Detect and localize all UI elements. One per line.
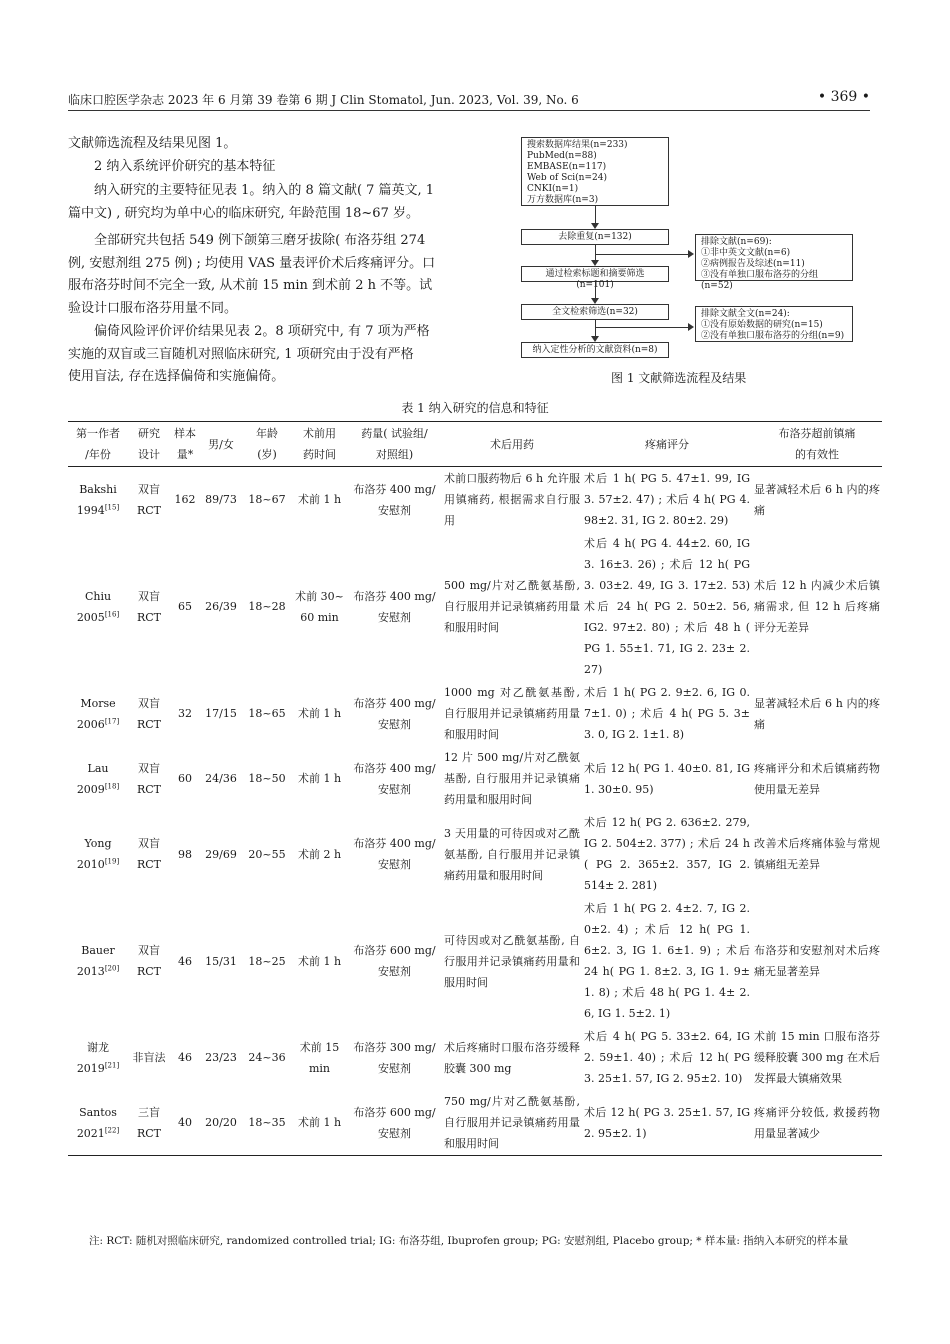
header-text: (岁) xyxy=(257,448,277,461)
design-text: 非盲法 xyxy=(132,1051,166,1064)
cell-pain: 术后 1 h( PG 5. 47±1. 99, IG 3. 57±2. 47) ; 术后 4 h( PG 4. 98±2. 31, IG 2. 80±2. 29) xyxy=(584,472,750,527)
cell-efficacy: 改善术后疼痛体验与常规镇痛组无差异 xyxy=(754,837,880,871)
section-heading: 2 纳入系统评价研究的基本特征 xyxy=(94,159,276,174)
header-dose xyxy=(347,422,442,467)
box-line: 万方数据库(n=3) xyxy=(527,195,599,205)
cell-sample: 32 xyxy=(178,707,192,720)
cell-author xyxy=(68,681,128,746)
cell-dose xyxy=(347,811,442,897)
pub-year: 1994 xyxy=(76,503,105,517)
cell-efficacy: 显著减轻术后 6 h 内的疼痛 xyxy=(754,482,880,517)
header-text: 量* xyxy=(176,448,194,461)
cell-sample: 60 xyxy=(178,772,192,785)
table-header-row xyxy=(68,422,882,467)
author-name: Morse xyxy=(80,696,116,710)
header-efficacy xyxy=(752,422,882,467)
exclusion-box-1 xyxy=(695,234,853,291)
cell-design xyxy=(128,1025,170,1090)
dose-text: 布洛芬 600 mg/ xyxy=(353,944,436,957)
table-row xyxy=(68,746,882,811)
arrow-right-icon xyxy=(688,323,694,331)
citation-ref: [16] xyxy=(104,609,120,618)
design-text: 双盲 xyxy=(138,837,160,850)
table-row xyxy=(68,1090,882,1156)
cell-pre-time: 术前 15 min xyxy=(299,1040,340,1075)
text-line: 使用盲法, 存在选择偏倚和实施偏倚。 xyxy=(68,369,285,384)
cell-pre-time: 术前 1 h xyxy=(297,1116,342,1129)
table-row xyxy=(68,681,882,746)
cell-sex: 29/69 xyxy=(205,847,237,861)
cell-age: 24~36 xyxy=(248,1051,286,1064)
text-line: 全部研究共包括 549 例下颌第三磨牙拔除( 布洛芬组 274 xyxy=(94,233,426,248)
design-text: 双盲 xyxy=(138,696,160,710)
exclusion-box-2 xyxy=(695,306,853,342)
design-text: RCT xyxy=(136,503,162,517)
dose-text: 布洛芬 400 mg/ xyxy=(353,837,436,850)
dose-text: 布洛芬 300 mg/ xyxy=(353,1040,436,1054)
cell-post-med: 1000 mg 对乙酰氨基酚, 自行服用并记录镇痛药用量和服用时间 xyxy=(444,686,580,741)
title-abstract-screen-box: 通过检索标题和摘要筛选(n=101) xyxy=(521,266,669,282)
design-text: 双盲 xyxy=(138,761,160,775)
cell-pre-time: 术前 1 h xyxy=(297,707,342,720)
design-text: RCT xyxy=(136,965,162,978)
cell-pre-time: 术前 1 h xyxy=(297,954,342,968)
dose-text: 布洛芬 600 mg/ xyxy=(353,1105,436,1119)
box-line: CNKI(n=1) xyxy=(527,184,579,194)
cell-dose xyxy=(347,467,442,533)
box-line: PubMed(n=88) xyxy=(527,151,597,161)
cell-pre-time: 术前 2 h xyxy=(297,847,342,861)
author-name: Santos xyxy=(79,1105,117,1119)
cell-sample: 65 xyxy=(178,600,192,613)
cell-sex: 89/73 xyxy=(205,493,237,506)
table-row xyxy=(68,897,882,1025)
dose-text: 布洛芬 400 mg/ xyxy=(353,589,436,603)
box-line: ①非中英文文献(n=6) xyxy=(701,248,791,258)
header-text: 布洛芬超前镇痛 xyxy=(778,427,856,440)
cell-efficacy: 疼痛评分较低, 救援药物用量显著减少 xyxy=(754,1105,880,1140)
author-name: Chiu xyxy=(84,589,112,603)
cell-author xyxy=(68,532,128,681)
design-text: 双盲 xyxy=(138,944,160,957)
cell-dose xyxy=(347,746,442,811)
cell-pain: 术后 12 h( PG 1. 40±0. 81, IG 1. 30±0. 95) xyxy=(584,761,750,796)
cell-author xyxy=(68,1025,128,1090)
cell-post-med: 术后疼痛时口服布洛芬缓释胶囊 300 mg xyxy=(444,1040,580,1075)
cell-post-med: 3 天用量的可待因或对乙酰氨基酚, 自行服用并记录镇痛药用量和服用时间 xyxy=(444,826,580,882)
cell-sample: 162 xyxy=(174,493,196,506)
pub-year: 2009 xyxy=(76,782,105,796)
cell-sex: 15/31 xyxy=(205,954,237,968)
cell-post-med: 500 mg/片对乙酰氨基酚, 自行服用并记录镇痛药用量和服用时间 xyxy=(444,579,580,634)
header-text: 对照组) xyxy=(375,448,414,461)
design-text: RCT xyxy=(136,782,162,796)
search-results-box xyxy=(521,137,669,206)
table-row xyxy=(68,467,882,533)
header-sex: 男/女 xyxy=(208,437,234,451)
cell-pre-time: 术前 1 h xyxy=(297,493,342,506)
cell-author xyxy=(68,1090,128,1156)
dose-text: 安慰剂 xyxy=(378,717,411,731)
cell-design xyxy=(128,681,170,746)
dose-text: 布洛芬 400 mg/ xyxy=(353,696,436,710)
cell-pain: 术后 12 h( PG 2. 636±2. 279, IG 2. 504±2. 377) ; 术后 24 h ( PG 2. 365±2. 357, IG 2. 514± 2. 281) xyxy=(584,816,750,892)
text-line: 篇中文) , 研究均为单中心的临床研究, 年龄范围 18~67 岁。 xyxy=(68,205,419,221)
cell-pre-time: 术前 1 h xyxy=(297,772,342,785)
cell-post-med: 可待因或对乙酰氨基酚, 自行服用并记录镇痛药用量和服用时间 xyxy=(444,933,580,989)
figure-caption: 图 1 文献筛选流程及结果 xyxy=(611,371,747,385)
header-design xyxy=(128,422,170,467)
paragraph-figure-ref: 文献筛选流程及结果见图 1。 xyxy=(68,136,237,151)
cell-pre-time: 术前 30~ 60 min xyxy=(295,589,344,624)
included-studies-box: 纳入定性分析的文献资料(n=8) xyxy=(521,342,669,358)
cell-efficacy: 布洛芬和安慰剂对术后疼痛无显著差异 xyxy=(754,944,880,978)
cell-design xyxy=(128,897,170,1025)
text-line: 纳入研究的主要特征见表 1。纳入的 8 篇文献( 7 篇英文, 1 xyxy=(94,183,435,198)
citation-ref: [18] xyxy=(104,781,120,790)
cell-efficacy: 术后 12 h 内减少术后镇痛需求, 但 12 h 后疼痛评分无差异 xyxy=(754,579,880,634)
header-text: 术前用 xyxy=(303,427,336,440)
header-text: 研究 xyxy=(138,427,160,440)
cell-pain: 术后 4 h( PG 4. 44±2. 60, IG 3. 16±3. 26) ; 术后 12 h( PG 3. 03±2. 49, IG 3. 17±2. 53) 术后 24 h( PG 2. 50±2. 56, IG2. 97±2. 80) ; 术后 48 h ( PG 1. 55±1. 71, IG 2. 23± 2. 27) xyxy=(584,537,750,676)
author-name: Yong xyxy=(84,837,112,850)
pub-year: 2010 xyxy=(76,858,105,871)
header-text: 药量( 试验组/ xyxy=(361,427,428,440)
connector-line xyxy=(595,327,690,328)
author-name: Bauer xyxy=(81,944,115,957)
cell-sex: 17/15 xyxy=(205,707,237,720)
citation-ref: [21] xyxy=(104,1060,120,1069)
cell-sample: 40 xyxy=(178,1116,192,1129)
author-name: Bakshi xyxy=(79,482,117,496)
box-line: 排除文献全文(n=24): xyxy=(701,309,790,319)
cell-dose xyxy=(347,1025,442,1090)
citation-ref: [22] xyxy=(104,1125,120,1134)
text-line: 验设计口服布洛芬用量不同。 xyxy=(68,300,238,316)
citation-ref: [15] xyxy=(104,502,120,511)
header-age xyxy=(242,422,292,467)
pub-year: 2006 xyxy=(76,717,105,731)
box-line: ①没有原始数据的研究(n=15) xyxy=(701,320,823,330)
cell-dose xyxy=(347,532,442,681)
paragraph-bias-risk xyxy=(68,321,460,389)
cell-age: 18~65 xyxy=(248,707,286,720)
pub-year: 2013 xyxy=(76,965,105,978)
author-name: Lau xyxy=(87,761,109,775)
cell-author xyxy=(68,897,128,1025)
header-divider xyxy=(68,110,870,111)
dose-text: 安慰剂 xyxy=(378,1061,411,1075)
page-number: • 369 • xyxy=(817,89,870,105)
cell-age: 18~67 xyxy=(248,493,286,506)
text-line: 偏倚风险评价评价结果见表 2。8 项研究中, 有 7 项为严格 xyxy=(94,324,430,339)
citation-ref: [20] xyxy=(104,964,120,973)
cell-sample: 46 xyxy=(178,1051,192,1064)
cell-age: 18~35 xyxy=(248,1116,286,1129)
table-row xyxy=(68,1025,882,1090)
fulltext-screen-box: 全文检索筛选(n=32) xyxy=(521,304,669,320)
cell-pain: 术后 1 h( PG 2. 9±2. 6, IG 0. 7±1. 0) ; 术后 4 h( PG 5. 3± 3. 0, IG 2. 1±1. 8) xyxy=(584,686,750,741)
paragraph-sample-summary xyxy=(68,230,460,320)
cell-pain: 术后 4 h( PG 5. 33±2. 64, IG 2. 59±1. 40) ; 术后 12 h( PG 3. 25±1. 57, IG 2. 95±2. 10) xyxy=(584,1030,750,1085)
cell-design xyxy=(128,811,170,897)
cell-efficacy: 显著减轻术后 6 h 内的疼痛 xyxy=(754,696,880,731)
design-text: 双盲 xyxy=(138,589,160,603)
connector-line xyxy=(595,254,690,255)
citation-ref: [19] xyxy=(104,857,120,866)
cell-sex: 20/20 xyxy=(205,1116,237,1129)
cell-design xyxy=(128,1090,170,1156)
dedup-box: 去除重复(n=132) xyxy=(521,229,669,245)
cell-age: 18~28 xyxy=(248,600,286,613)
cell-post-med: 750 mg/片对乙酰氨基酚, 自行服用并记录镇痛药用量和服用时间 xyxy=(444,1095,580,1150)
header-text: 年龄 xyxy=(256,427,278,440)
dose-text: 安慰剂 xyxy=(378,1126,411,1140)
header-text: 的有效性 xyxy=(795,448,839,461)
design-text: RCT xyxy=(136,858,162,871)
header-text: 药时间 xyxy=(303,448,336,461)
cell-design xyxy=(128,746,170,811)
dose-text: 安慰剂 xyxy=(378,858,411,871)
pub-year: 2005 xyxy=(76,610,105,624)
header-text: /年份 xyxy=(85,448,111,461)
cell-dose xyxy=(347,897,442,1025)
cell-dose xyxy=(347,681,442,746)
table-note: 注: RCT: 随机对照临床研究, randomized controlled trial; IG: 布洛芬组, Ibuprofen group; PG: 安慰剂组, Placebo group; * 样本量: 指纳入本研究的样本量 xyxy=(89,1235,849,1247)
box-line: ③没有单独口服布洛芬的分组(n=52) xyxy=(701,270,819,291)
design-text: RCT xyxy=(136,610,162,624)
text-line: 服布洛芬时间不完全一致, 从术前 15 min 到术前 2 h 不等。试 xyxy=(68,278,433,293)
box-line: ②病例报告及综述(n=11) xyxy=(701,259,805,269)
pub-year: 2021 xyxy=(76,1126,105,1140)
text-line: 例, 安慰剂组 275 例) ; 均使用 VAS 量表评价术后疼痛评分。口 xyxy=(68,255,436,271)
dose-text: 布洛芬 400 mg/ xyxy=(353,482,436,496)
author-name: 谢龙 xyxy=(87,1040,109,1054)
cell-efficacy: 疼痛评分和术后镇痛药物使用量无差异 xyxy=(754,761,880,796)
cell-sex: 24/36 xyxy=(205,772,237,785)
header-sample xyxy=(170,422,200,467)
header-text: 设计 xyxy=(138,448,160,461)
box-line: 搜索数据库结果(n=233) xyxy=(527,140,628,150)
dose-text: 布洛芬 400 mg/ xyxy=(353,761,436,775)
cell-author xyxy=(68,467,128,533)
cell-sex: 26/39 xyxy=(205,600,237,613)
table-title: 表 1 纳入研究的信息和特征 xyxy=(401,401,549,415)
header-text: 样本 xyxy=(174,427,196,440)
cell-age: 18~50 xyxy=(248,772,286,785)
citation-ref: [17] xyxy=(104,716,120,725)
table-row xyxy=(68,811,882,897)
paragraph-study-features xyxy=(68,180,460,225)
pub-year: 2019 xyxy=(76,1061,105,1075)
cell-design xyxy=(128,467,170,533)
header-post-med: 术后用药 xyxy=(490,437,534,451)
cell-age: 18~25 xyxy=(248,954,286,968)
box-line: ②没有单独口服布洛芬的分组(n=9) xyxy=(701,331,845,341)
cell-pain: 术后 12 h( PG 3. 25±1. 57, IG 2. 95±2. 1) xyxy=(584,1105,750,1140)
cell-post-med: 12 片 500 mg/片对乙酰氨基酚, 自行服用并记录镇痛药用量和服用时间 xyxy=(444,751,580,806)
box-line: 排除文献(n=69): xyxy=(701,237,772,247)
cell-sex: 23/23 xyxy=(205,1051,237,1064)
box-line: EMBASE(n=117) xyxy=(527,162,607,172)
cell-author xyxy=(68,746,128,811)
dose-text: 安慰剂 xyxy=(378,610,411,624)
table-row xyxy=(68,532,882,681)
header-pre-time xyxy=(292,422,347,467)
cell-age: 20~55 xyxy=(248,847,286,861)
dose-text: 安慰剂 xyxy=(378,782,411,796)
design-text: 双盲 xyxy=(138,482,160,496)
study-characteristics-table xyxy=(68,421,882,1156)
design-text: RCT xyxy=(136,1126,162,1140)
design-text: RCT xyxy=(136,717,162,731)
box-line: Web of Sci(n=24) xyxy=(527,173,607,183)
cell-sample: 46 xyxy=(178,954,192,968)
cell-author xyxy=(68,811,128,897)
dose-text: 安慰剂 xyxy=(378,503,411,517)
header-text: 第一作者 xyxy=(76,427,120,440)
dose-text: 安慰剂 xyxy=(378,965,411,978)
cell-post-med: 术前口服药物后 6 h 允许服用镇痛药, 根据需求自行服用 xyxy=(444,472,580,527)
cell-efficacy: 术前 15 min 口服布洛芬缓释胶囊 300 mg 在术后发挥最大镇痛效果 xyxy=(754,1030,880,1085)
cell-pain: 术后 1 h( PG 2. 4±2. 7, IG 2. 0±2. 4) ; 术后 12 h( PG 1. 6±2. 3, IG 1. 6±1. 9) ; 术后 24 h( PG 1. 8±2. 3, IG 1. 9± 1. 8) ; 术后 48 h( PG 1. 4± 2. 6, IG 1. 5±2. 1) xyxy=(584,902,750,1020)
cell-design xyxy=(128,532,170,681)
cell-dose xyxy=(347,1090,442,1156)
header-pain: 疼痛评分 xyxy=(645,437,689,451)
cell-sample: 98 xyxy=(178,847,192,861)
journal-header: 临床口腔医学杂志 2023 年 6 月第 39 卷第 6 期 J Clin Stomatol, Jun. 2023, Vol. 39, No. 6 xyxy=(68,93,579,107)
header-author xyxy=(68,422,128,467)
arrow-right-icon xyxy=(688,250,694,258)
text-line: 实施的双盲或三盲随机对照临床研究, 1 项研究由于没有严格 xyxy=(68,346,414,362)
design-text: 三盲 xyxy=(138,1105,160,1119)
